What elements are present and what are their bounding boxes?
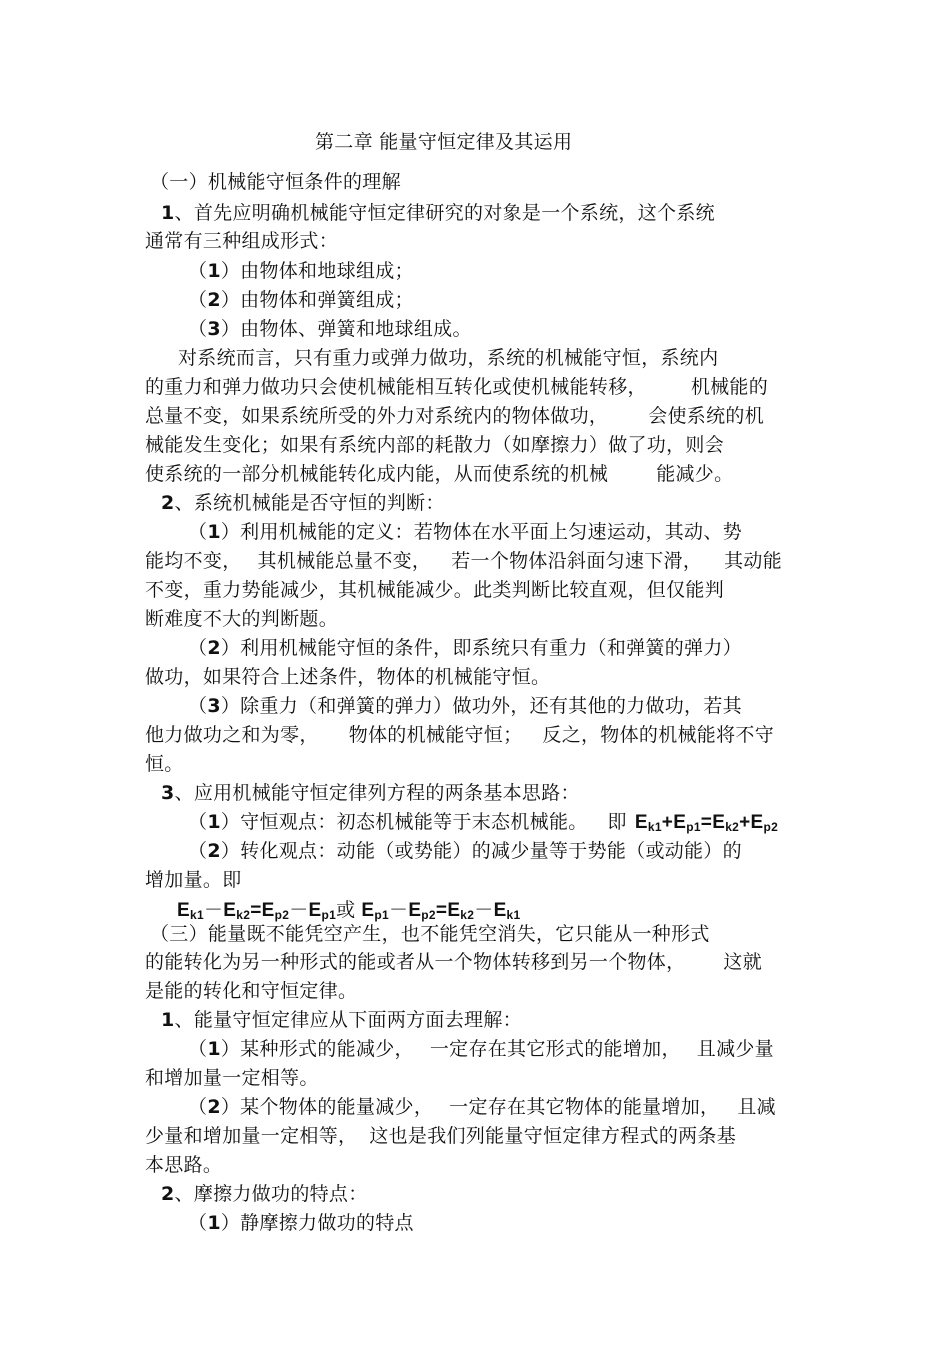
paragraph-line-4: 械能发生变化；如果有系统内部的耗散力（如摩擦力）做了功，则会	[145, 434, 725, 456]
section-3-item-1-heading: 1、能量守恒定律应从下面两方面去理解：	[161, 1009, 522, 1031]
page-title	[315, 130, 572, 154]
item-2-sub-1-line-1: （1）利用机械能的定义：若物体在水平面上匀速运动，其动、势	[188, 521, 742, 543]
section-3-item-1-sub-2-line-1: （2）某个物体的能量减少， 一定存在其它物体的能量增加， 且减	[188, 1096, 776, 1118]
item-3-sub-2-line-1: （2）转化观点：动能（或势能）的减少量等于势能（或动能）的	[188, 840, 742, 862]
item-2-sub-1-line-2: 能均不变， 其机械能总量不变， 若一个物体沿斜面匀速下滑， 其动能	[145, 550, 783, 572]
energy-transfer-formula: $E_{k1}-E_{k2}=E_{p2}-E_{p1}$或 $E_{p1}-E_{p2}=E_{k2}-E_{k1}$	[177, 899, 521, 922]
title-text: 第二章 能量守恒定律及其运用	[315, 131, 573, 153]
item-2-sub-1-line-4: 断难度不大的判断题。	[145, 608, 339, 630]
section-heading-1: （一）机械能守恒条件的理解	[150, 171, 401, 193]
section-3-item-1-sub-2-line-3: 本思路。	[145, 1154, 223, 1176]
item-2-sub-2-line-1: （2）利用机械能守恒的条件，即系统只有重力（和弹簧的弹力）	[188, 637, 742, 659]
item-3-heading: 3、应用机械能守恒定律列方程的两条基本思路：	[161, 782, 580, 804]
item-2-sub-3-line-2: 他力做功之和为零， 物体的机械能守恒； 反之，物体的机械能将不守	[145, 724, 775, 746]
item-1-sub-2: （2）由物体和弹簧组成；	[188, 289, 414, 311]
item-2-sub-1-line-3: 不变，重力势能减少，其机械能减少。此类判断比较直观，但仅能判	[145, 579, 725, 601]
item-2-sub-2-line-2: 做功，如果符合上述条件，物体的机械能守恒。	[145, 666, 551, 688]
section-3-item-2-sub-1: （1）静摩擦力做功的特点	[188, 1212, 414, 1234]
section-3-item-2-heading: 2、摩擦力做功的特点：	[161, 1183, 368, 1205]
section-3-item-1-sub-2-line-2: 少量和增加量一定相等， 这也是我们列能量守恒定律方程式的两条基	[145, 1125, 737, 1147]
paragraph-line-5: 使系统的一部分机械能转化成内能，从而使系统的机械 能减少。	[145, 463, 734, 485]
item-2-sub-3-line-3: 恒。	[145, 753, 184, 775]
section-3-line-3: 是能的转化和守恒定律。	[145, 980, 358, 1002]
item-1-sub-1: （1）由物体和地球组成；	[188, 260, 414, 282]
section-heading-3-line-1: （三）能量既不能凭空产生，也不能凭空消失，它只能从一种形式	[150, 923, 710, 945]
item-1-sub-3: （3）由物体、弹簧和地球组成。	[188, 318, 472, 340]
item-2-heading: 2、系统机械能是否守恒的判断：	[161, 492, 445, 514]
paragraph-line-1: 对系统而言，只有重力或弹力做功，系统的机械能守恒，系统内	[178, 347, 719, 369]
item-1-line-2: 通常有三种组成形式：	[145, 230, 339, 252]
section-3-item-1-sub-1-line-2: 和增加量一定相等。	[145, 1067, 319, 1089]
section-3-line-2: 的能转化为另一种形式的能或者从一个物体转移到另一个物体， 这就	[145, 951, 763, 973]
item-1-line-1: 1、首先应明确机械能守恒定律研究的对象是一个系统，这个系统	[161, 202, 715, 224]
paragraph-line-2: 的重力和弹力做功只会使机械能相互转化或使机械能转移， 机械能的	[145, 376, 769, 398]
item-3-sub-1: （1）守恒观点：初态机械能等于末态机械能。 即 $E_{k1}+E_{p1}=E_{k2}+E_{p2}$	[188, 811, 779, 834]
item-3-sub-2-line-2: 增加量。即	[145, 869, 242, 891]
energy-conservation-formula: $E_{k1}+E_{p1}=E_{k2}+E_{p2}$	[634, 812, 779, 834]
paragraph-line-3: 总量不变，如果系统所受的外力对系统内的物体做功， 会使系统的机	[145, 405, 765, 427]
section-3-item-1-sub-1-line-1: （1）某种形式的能减少， 一定存在其它形式的能增加， 且减少量	[188, 1038, 774, 1060]
item-2-sub-3-line-1: （3）除重力（和弹簧的弹力）做功外，还有其他的力做功，若其	[188, 695, 742, 717]
